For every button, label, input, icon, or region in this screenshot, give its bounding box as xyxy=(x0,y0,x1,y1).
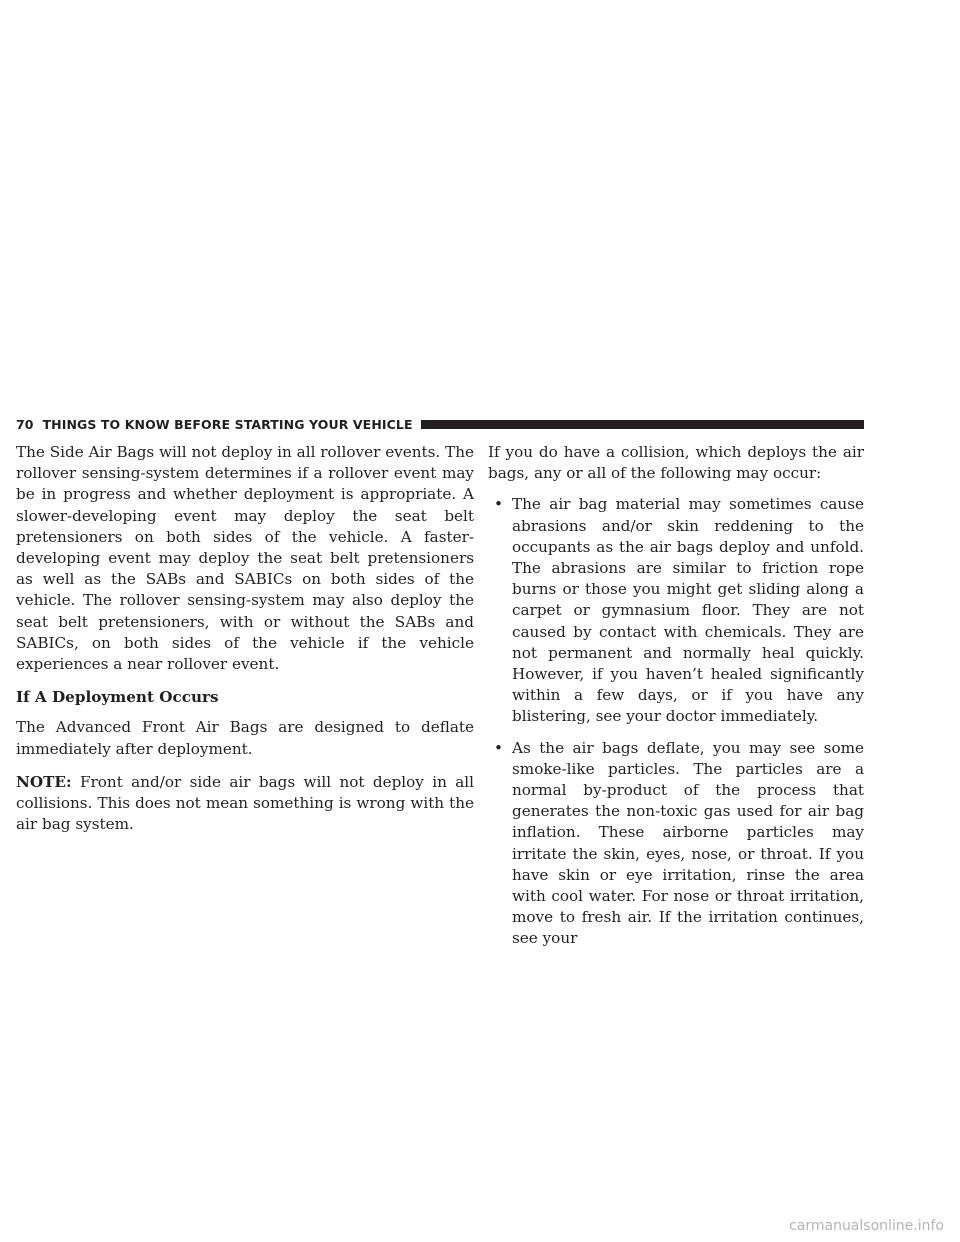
rollover-paragraph: The Side Air Bags will not deploy in all rollover events. The rollover sensing-system determines if a rollover event may be in progress and whether deployment is appropriate. A slower-developing event may deploy the seat belt pretensioners on both sides of the vehicle. A faster-developing event may deploy the seat belt pretensioners as well as the SABs and SABICs on both sides of the vehicle. The rollover sensing-system may also deploy the seat belt pretensioners, with or without the SABs and SABICs, on both sides of the vehicle if the vehicle experiences a near rollover event. xyxy=(16,443,474,674)
note-paragraph xyxy=(16,772,474,836)
deflate-paragraph: The Advanced Front Air Bags are designed to deflate immediately after deployment. xyxy=(16,718,474,758)
section-heading: If A Deployment Occurs xyxy=(16,688,219,707)
left-column xyxy=(16,442,474,847)
collision-intro: If you do have a collision, which deploys the air bags, any or all of the following may occur: xyxy=(488,443,864,483)
list-item xyxy=(488,738,864,950)
list-item-text: The air bag material may sometimes cause abrasions and/or skin reddening to the occupants as the air bags deploy and unfold. The abrasions are similar to friction rope burns or those you might get sliding along a carpet or gymnasium floor. They are not caused by contact with chemicals. They are not permanent and normally heal quickly. However, if you haven’t healed significantly within a few days, or if you have any blistering, see your doctor immediately. xyxy=(512,495,864,726)
watermark: carmanualsonline.info xyxy=(789,1218,944,1234)
effects-list xyxy=(488,494,864,949)
page-header-text xyxy=(16,417,421,432)
list-item-text: As the air bags deflate, you may see some smoke-like particles. The particles are a normal by-product of the process that generates the non-toxic gas used for air bag inflation. These airborne particles may irritate the skin, eyes, nose, or throat. If you have skin or eye irritation, rinse the area with cool water. For nose or throat irritation, move to fresh air. If the irritation continues, see your xyxy=(512,738,864,948)
section-title: THINGS TO KNOW BEFORE STARTING YOUR VEHICLE xyxy=(42,416,413,432)
bullet-icon: • xyxy=(494,738,503,757)
right-column xyxy=(488,442,864,960)
page-header xyxy=(16,416,864,432)
bullet-icon: • xyxy=(494,495,503,514)
header-rule xyxy=(421,420,864,429)
page-number: 70 xyxy=(16,416,34,432)
note-text: Front and/or side air bags will not deploy in all collisions. This does not mean something is wrong with the air bag system. xyxy=(16,772,475,834)
list-item xyxy=(488,494,864,727)
note-label: NOTE: xyxy=(16,772,72,791)
